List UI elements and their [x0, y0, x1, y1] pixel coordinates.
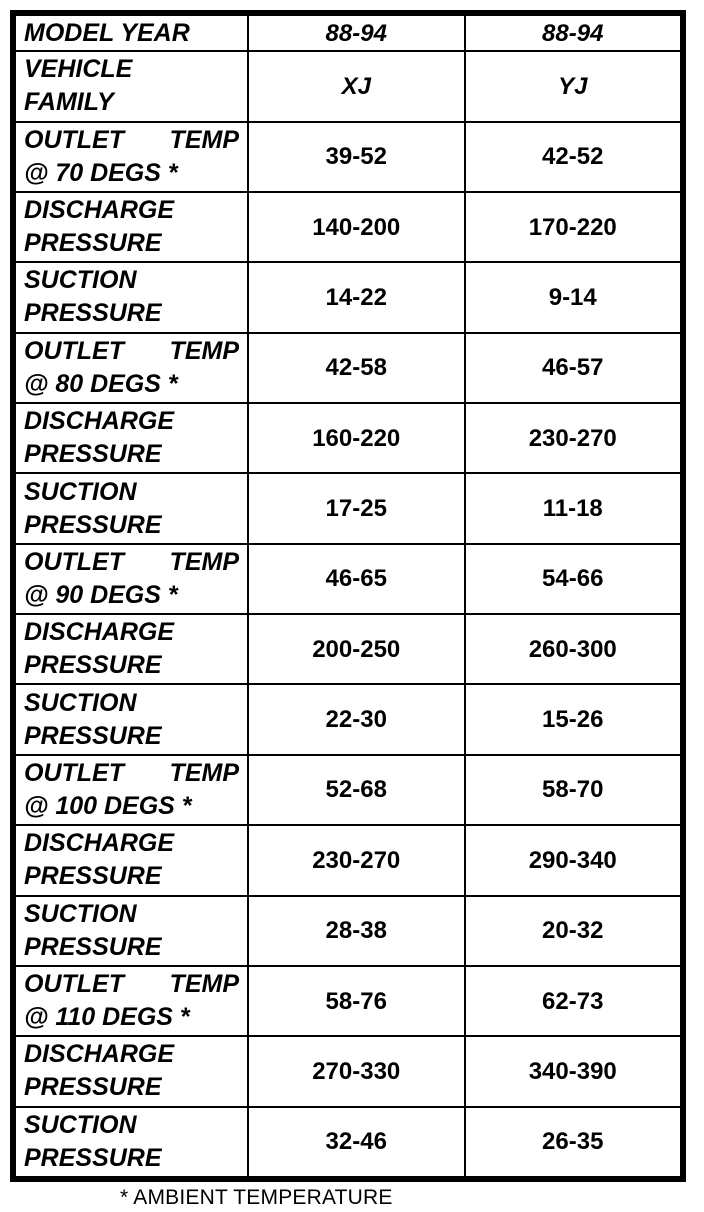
- row-label-line: FAMILY: [24, 88, 114, 117]
- row-label-line: @ 110 DEGS *: [24, 1003, 190, 1032]
- yj-value: 230-270: [465, 403, 682, 473]
- table-row: [15, 473, 681, 543]
- row-label: [15, 473, 248, 543]
- row-label: [15, 403, 248, 473]
- xj-value: 200-250: [248, 614, 465, 684]
- row-label: [15, 192, 248, 262]
- yj-value: YJ: [465, 51, 682, 121]
- row-label-line: OUTLET TEMP: [24, 336, 239, 365]
- row-label-line: DISCHARGE: [24, 618, 175, 647]
- yj-value: 260-300: [465, 614, 682, 684]
- yj-value: 20-32: [465, 896, 682, 966]
- yj-value: 88-94: [465, 15, 682, 51]
- row-label: [15, 896, 248, 966]
- xj-value: 52-68: [248, 755, 465, 825]
- row-label-line: DISCHARGE: [24, 407, 175, 436]
- xj-value: 17-25: [248, 473, 465, 543]
- row-label-line: PRESSURE: [24, 440, 162, 469]
- xj-value: 270-330: [248, 1036, 465, 1106]
- row-label: [15, 755, 248, 825]
- row-label-line: DISCHARGE: [24, 1040, 175, 1069]
- row-label-line: SUCTION: [24, 266, 137, 295]
- row-label: [15, 15, 248, 51]
- row-label: [15, 684, 248, 754]
- row-label-line: OUTLET TEMP: [24, 547, 239, 576]
- row-label: [15, 51, 248, 121]
- row-label: [15, 544, 248, 614]
- xj-value: 160-220: [248, 403, 465, 473]
- xj-value: XJ: [248, 51, 465, 121]
- yj-value: 340-390: [465, 1036, 682, 1106]
- table-row: [15, 755, 681, 825]
- yj-value: 26-35: [465, 1107, 682, 1177]
- xj-value: 39-52: [248, 122, 465, 192]
- xj-value: 14-22: [248, 262, 465, 332]
- yj-value: 11-18: [465, 473, 682, 543]
- table-row: [15, 122, 681, 192]
- yj-value: 15-26: [465, 684, 682, 754]
- row-label-line: DISCHARGE: [24, 829, 175, 858]
- table-row: [15, 684, 681, 754]
- row-label-line: PRESSURE: [24, 299, 162, 328]
- row-label: [15, 333, 248, 403]
- xj-value: 230-270: [248, 825, 465, 895]
- yj-value: 9-14: [465, 262, 682, 332]
- row-label-line: OUTLET TEMP: [24, 125, 239, 154]
- xj-value: 88-94: [248, 15, 465, 51]
- yj-value: 290-340: [465, 825, 682, 895]
- xj-value: 140-200: [248, 192, 465, 262]
- row-label-line: PRESSURE: [24, 510, 162, 539]
- row-label-line: SUCTION: [24, 688, 137, 717]
- yj-value: 46-57: [465, 333, 682, 403]
- table-row: [15, 1036, 681, 1106]
- row-label-line: PRESSURE: [24, 651, 162, 680]
- row-label: [15, 1107, 248, 1177]
- row-label-line: PRESSURE: [24, 1073, 162, 1102]
- table-header-row: [15, 15, 681, 51]
- row-label-line: PRESSURE: [24, 862, 162, 891]
- row-label-line: DISCHARGE: [24, 196, 175, 225]
- row-label: [15, 122, 248, 192]
- table-row: [15, 262, 681, 332]
- table-row: [15, 403, 681, 473]
- ac-performance-table: [14, 14, 682, 1178]
- row-label-line: @ 70 DEGS *: [24, 158, 178, 187]
- yj-value: 170-220: [465, 192, 682, 262]
- xj-value: 42-58: [248, 333, 465, 403]
- xj-value: 22-30: [248, 684, 465, 754]
- row-label-line: @ 80 DEGS *: [24, 369, 178, 398]
- table-row: [15, 614, 681, 684]
- row-label-line: VEHICLE: [24, 55, 133, 84]
- yj-value: 54-66: [465, 544, 682, 614]
- yj-value: 58-70: [465, 755, 682, 825]
- row-label: [15, 614, 248, 684]
- table-row: [15, 192, 681, 262]
- row-label-line: PRESSURE: [24, 721, 162, 750]
- row-label-line: @ 90 DEGS *: [24, 580, 178, 609]
- row-label-line: PRESSURE: [24, 932, 162, 961]
- row-label-line: SUCTION: [24, 477, 137, 506]
- table-row: [15, 333, 681, 403]
- row-label-line: PRESSURE: [24, 229, 162, 258]
- row-label: [15, 1036, 248, 1106]
- table-body: [15, 15, 681, 1177]
- row-label-line: SUCTION: [24, 1110, 137, 1139]
- table-row: [15, 825, 681, 895]
- row-label: [15, 825, 248, 895]
- xj-value: 32-46: [248, 1107, 465, 1177]
- xj-value: 28-38: [248, 896, 465, 966]
- row-label-line: MODEL YEAR: [24, 18, 190, 47]
- yj-value: 42-52: [465, 122, 682, 192]
- row-label: [15, 966, 248, 1036]
- xj-value: 58-76: [248, 966, 465, 1036]
- yj-value: 62-73: [465, 966, 682, 1036]
- table-row: [15, 966, 681, 1036]
- row-label-line: PRESSURE: [24, 1143, 162, 1172]
- row-label-line: OUTLET TEMP: [24, 758, 239, 787]
- table-row: [15, 896, 681, 966]
- table-header-row: [15, 51, 681, 121]
- footnote: * AMBIENT TEMPERATURE: [120, 1186, 393, 1209]
- row-label-line: @ 100 DEGS *: [24, 791, 192, 820]
- row-label: [15, 262, 248, 332]
- table-row: [15, 544, 681, 614]
- xj-value: 46-65: [248, 544, 465, 614]
- row-label-line: SUCTION: [24, 899, 137, 928]
- row-label-line: OUTLET TEMP: [24, 970, 239, 999]
- performance-table-frame: [10, 10, 686, 1182]
- table-row: [15, 1107, 681, 1177]
